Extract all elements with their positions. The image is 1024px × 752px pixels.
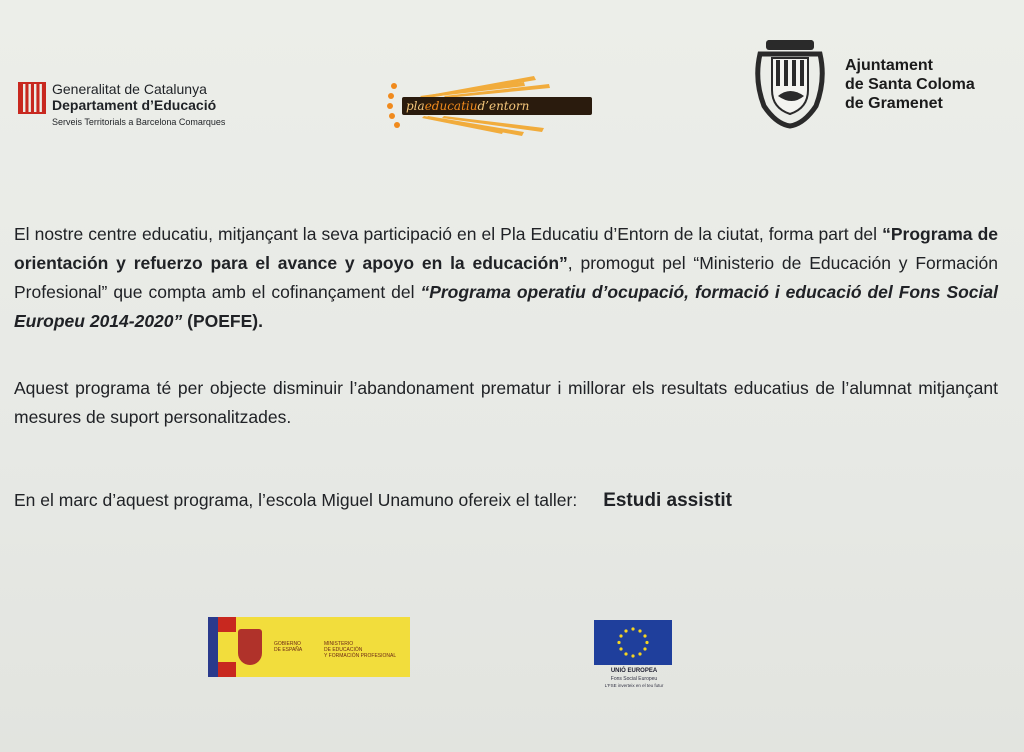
program-objective-paragraph: Aquest programa té per objecte disminuir l’abandonament prematur i millorar els resultats educatius de l’alumnat mitjançant mesures de suport personalitzades.	[14, 378, 998, 427]
workshop-intro: En el marc d’aquest programa, l’escola Miguel Unamuno ofereix el taller:	[14, 490, 578, 510]
eu-flag-icon	[594, 620, 672, 665]
ministry-stripe	[208, 617, 218, 677]
workshop-paragraph	[14, 486, 914, 515]
eu-slogan: L’FSE inverteix en el teu futur	[604, 683, 664, 688]
ajuntament-name	[845, 56, 975, 113]
eu-logo	[582, 620, 686, 692]
spanish-flag-stripe	[218, 617, 236, 677]
pla-logo-text: plaeducatiud’entorn	[406, 99, 530, 113]
ajuntament-line-3: de Gramenet	[845, 95, 943, 112]
generalitat-flag-icon	[18, 82, 46, 114]
ajuntament-line-1: Ajuntament	[845, 57, 933, 74]
program-name: “Programa de orientación y refuerzo para el avance y apoyo en la educación”	[14, 224, 999, 273]
eu-name: UNIÓ EUROPEA	[610, 668, 658, 674]
ajuntament-logo	[752, 40, 1012, 130]
ministerio-text: MINISTERIO DE EDUCACIÓN Y FORMACIÓN PROFESIONAL	[324, 641, 397, 659]
ministry-logo	[208, 617, 410, 677]
p1-text-1: El nostre centre educatiu, mitjançant la seva participació en el Pla Educatiu d’Entorn de la ciutat, forma part del	[14, 224, 883, 244]
spain-coat-of-arms-icon	[238, 629, 262, 665]
p1-text-2: , promogut pel “Ministerio de Educación y Formación Profesional” que compta amb el cofinançament del	[14, 253, 998, 302]
operational-program-name: “Programa operatiu d’ocupació, formació i educació del Fons Social Europeu 2014-2020”	[14, 282, 998, 331]
department-name: Departament d’Educació	[52, 97, 217, 113]
pla-educatiu-logo	[384, 74, 596, 138]
eu-fund-name: Fons Social Europeu	[610, 676, 658, 682]
ajuntament-line-2: de Santa Coloma	[845, 76, 975, 93]
poefe-acronym: (POEFE).	[182, 311, 263, 331]
gobierno-text: GOBIERNO DE ESPAÑA	[274, 641, 303, 653]
generalitat-name: Generalitat de Catalunya	[52, 81, 207, 97]
program-description-paragraph	[14, 220, 998, 336]
territorial-services: Serveis Territorials a Barcelona Comarques	[52, 117, 226, 127]
workshop-name: Estudi assistit	[603, 490, 733, 511]
generalitat-logo	[18, 82, 258, 132]
santa-coloma-coat-of-arms-icon	[752, 40, 832, 130]
